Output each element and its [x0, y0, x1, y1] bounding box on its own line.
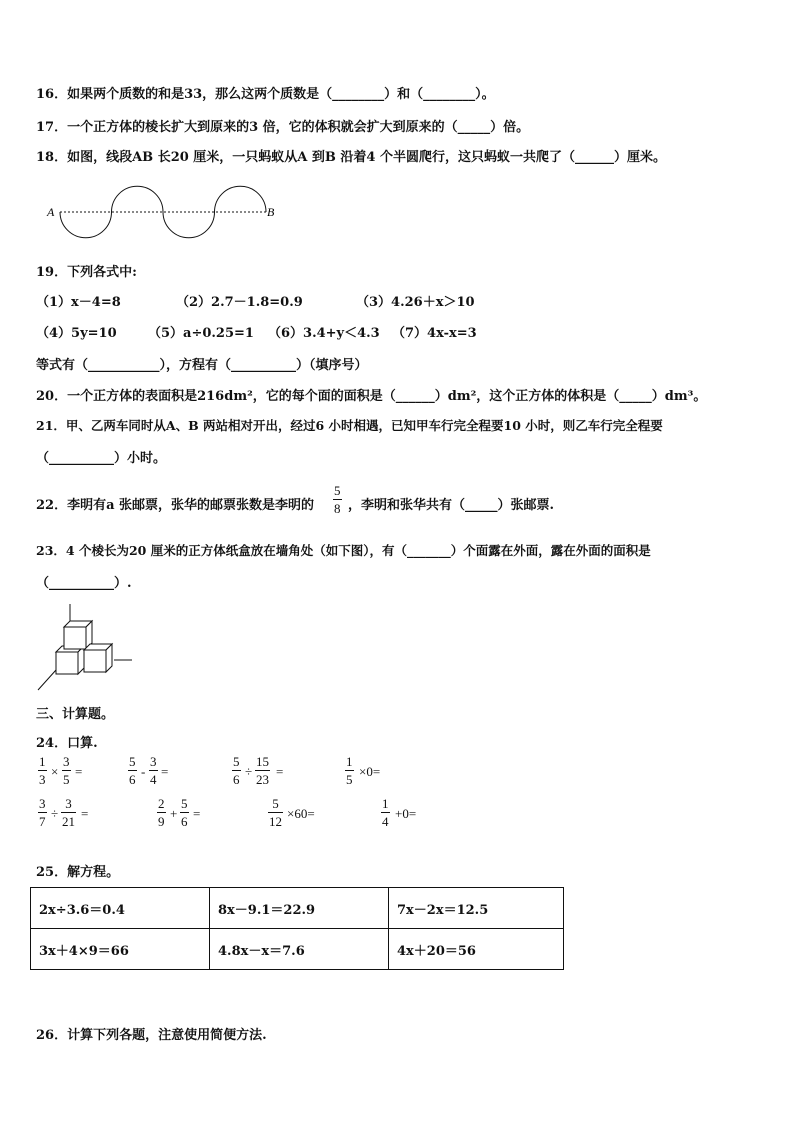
q19-item-5: （5）a÷0.25=1 [148, 326, 254, 341]
fraction-bar [232, 770, 241, 771]
fraction-bar [38, 812, 47, 813]
r2c3-frac-a [268, 797, 283, 828]
r2c4-frac-a [381, 797, 390, 828]
fraction-bar [61, 812, 76, 813]
denominator: 9 [158, 814, 165, 829]
table-row [31, 929, 564, 970]
r1c1-frac-a [38, 755, 47, 786]
equals-sign: = [276, 764, 284, 779]
fraction-bar [149, 770, 158, 771]
question-22-text: 22．李明有a 张邮票，张华的邮票张数是李明的 [36, 498, 315, 513]
tail-operation: +0= [395, 806, 417, 821]
r1c4-frac-a [345, 755, 354, 786]
fraction-five-eighths [333, 484, 342, 515]
operator: - [141, 764, 146, 779]
fraction-bar [381, 812, 390, 813]
question-18: 18．如图，线段AB 长20 厘米，一只蚂蚁从A 到B 沿着4 个半圆爬行，这只蚂蚁一共爬了（______）厘米。 [36, 150, 667, 165]
question-26: 26．计算下列各题，注意使用简便方法. [36, 1028, 267, 1043]
numerator: 3 [39, 796, 46, 811]
numerator: 1 [39, 754, 46, 769]
fraction-bar [255, 770, 270, 771]
section-three-title: 三、计算题。 [36, 707, 115, 722]
r1c2-frac-a [128, 755, 137, 786]
r1c2-frac-b [149, 755, 158, 786]
question-22-tail: ，李明和张华共有（_____）张邮票. [348, 498, 555, 513]
label-a: A [47, 205, 55, 219]
question-19-title: 19．下列各式中: [36, 265, 137, 280]
equation-table [30, 887, 564, 970]
fraction-bar [157, 812, 166, 813]
cube-corner-figure [34, 600, 138, 692]
denominator: 12 [269, 814, 282, 829]
semicircle-figure [40, 182, 290, 244]
r2c1-frac-b [61, 797, 76, 828]
denominator: 6 [129, 772, 136, 787]
equation-cell: 7x－2x＝12.5 [389, 888, 564, 929]
q19-item-4: （4）5y=10 [36, 326, 117, 341]
numerator: 15 [256, 754, 269, 769]
numerator: 3 [63, 754, 70, 769]
fraction-bar [180, 812, 189, 813]
fraction-bar [333, 499, 342, 500]
equation-cell: 4x＋20＝56 [389, 929, 564, 970]
r1c1-frac-b [62, 755, 71, 786]
denominator: 5 [63, 772, 70, 787]
question-23-line1: 23．4 个棱长为20 厘米的正方体纸盒放在墙角处（如下图），有（_______）个面露在外面，露在外面的面积是 [36, 543, 651, 558]
q19-item-6: （6）3.4+y＜4.3 [268, 326, 380, 341]
operator: + [170, 806, 178, 821]
denominator: 5 [346, 772, 353, 787]
question-25-title: 25．解方程。 [36, 865, 120, 880]
operator: × [51, 764, 59, 779]
semicircle-path [60, 186, 266, 238]
equation-cell: 4.8x－x＝7.6 [210, 929, 389, 970]
tail-operation: ×0= [359, 764, 381, 779]
numerator: 1 [382, 796, 389, 811]
question-16: 16．如果两个质数的和是33，那么这两个质数是（________）和（________）。 [36, 87, 495, 102]
tail-operation: ×60= [287, 806, 315, 821]
fraction-bar [128, 770, 137, 771]
question-20: 20．一个正方体的表面积是216dm²，它的每个面的面积是（______）dm²，这个正方体的体积是（_____）dm³。 [36, 389, 707, 404]
equals-sign: = [193, 806, 201, 821]
numerator: 5 [272, 796, 279, 811]
equation-cell: 8x－9.1＝22.9 [210, 888, 389, 929]
fraction-denominator: 8 [334, 501, 341, 516]
q19-answer: 等式有（___________），方程有（__________）（填序号） [36, 358, 368, 373]
question-23-line2: （__________）. [36, 576, 132, 591]
numerator: 5 [233, 754, 240, 769]
q19-item-3: （3）4.26＋x＞10 [356, 295, 475, 310]
r1c3-frac-a [232, 755, 241, 786]
fraction-bar [38, 770, 47, 771]
q19-item-2: （2）2.7－1.8=0.9 [176, 295, 303, 310]
numerator: 2 [158, 796, 165, 811]
equals-sign: = [81, 806, 89, 821]
equals-sign: = [161, 764, 169, 779]
question-24-title: 24．口算. [36, 736, 98, 751]
label-b: B [267, 205, 275, 219]
q19-item-7: （7）4x-x=3 [392, 326, 477, 341]
q19-item-1: （1）x－4=8 [36, 295, 121, 310]
operator: ÷ [245, 764, 253, 779]
r1c3-frac-b [255, 755, 270, 786]
fraction-numerator: 5 [334, 483, 341, 498]
denominator: 23 [256, 772, 269, 787]
fraction-bar [62, 770, 71, 771]
numerator: 3 [150, 754, 157, 769]
numerator: 3 [65, 796, 72, 811]
equals-sign: = [75, 764, 83, 779]
equation-cell: 2x÷3.6＝0.4 [31, 888, 210, 929]
question-21-line1: 21．甲、乙两车同时从A、B 两站相对开出，经过6 小时相遇，已知甲车行完全程要10 小时，则乙车行完全程要 [36, 418, 663, 433]
denominator: 21 [62, 814, 75, 829]
question-17: 17．一个正方体的棱长扩大到原来的3 倍，它的体积就会扩大到原来的（_____）倍。 [36, 120, 530, 135]
equation-cell: 3x＋4×9＝66 [31, 929, 210, 970]
numerator: 5 [181, 796, 188, 811]
r2c2-frac-a [157, 797, 166, 828]
question-21-line2: （__________）小时。 [36, 451, 167, 466]
numerator: 5 [129, 754, 136, 769]
r2c2-frac-b [180, 797, 189, 828]
r2c1-frac-a [38, 797, 47, 828]
denominator: 7 [39, 814, 46, 829]
numerator: 1 [346, 754, 353, 769]
operator: ÷ [51, 806, 59, 821]
denominator: 6 [233, 772, 240, 787]
fraction-bar [345, 770, 354, 771]
denominator: 4 [382, 814, 389, 829]
fraction-bar [268, 812, 283, 813]
denominator: 6 [181, 814, 188, 829]
denominator: 3 [39, 772, 46, 787]
denominator: 4 [150, 772, 157, 787]
table-row [31, 888, 564, 929]
